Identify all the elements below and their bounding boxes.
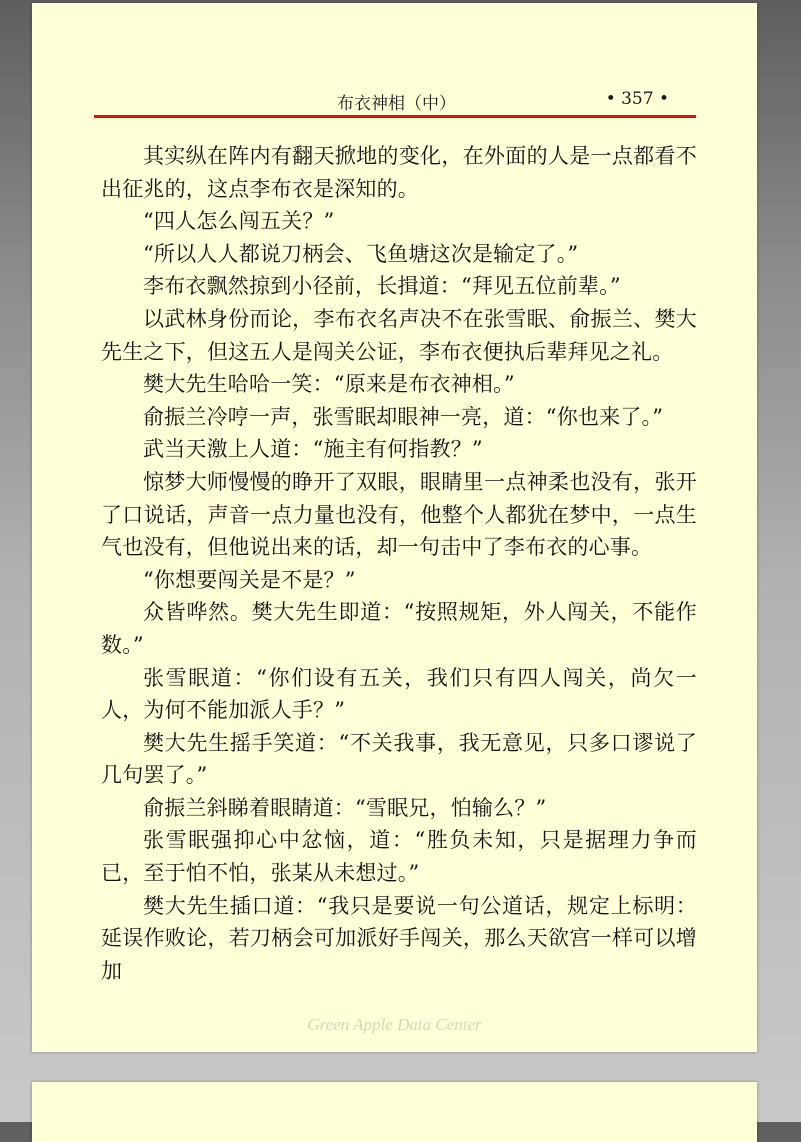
book-page <box>32 3 757 1052</box>
paragraph: “四人怎么闯五关？” <box>143 209 335 234</box>
watermark: Green Apple Data Center <box>307 1015 482 1034</box>
paragraph: 俞振兰斜睇着眼睛道：“雪眠兄，怕输么？” <box>143 795 547 820</box>
paragraph: “所以人人都说刀柄会、飞鱼塘这次是输定了。” <box>143 241 579 266</box>
paragraph: 樊大先生哈哈一笑：“原来是布衣神相。” <box>143 372 515 397</box>
paragraph: 李布衣飘然掠到小径前，长揖道：“拜见五位前辈。” <box>143 274 621 299</box>
page-number: • 357 • <box>605 89 669 109</box>
paragraph: 张雪眠道：“你们设有五关，我们只有四人闯关，尚欠一人，为何不能加派人手？” <box>101 665 697 723</box>
running-header <box>32 89 757 115</box>
paragraph: 以武林身份而论，李布衣名声决不在张雪眠、俞振兰、樊大先生之下，但这五人是闯关公证，李布衣便执后辈拜见之礼。 <box>101 306 697 364</box>
paragraph: 众皆哗然。樊大先生即道：“按照规矩，外人闯关，不能作数。” <box>101 600 697 657</box>
next-page <box>32 1082 757 1142</box>
paragraph: 惊梦大师慢慢的睁开了双眼，眼睛里一点神柔也没有，张开了口说话，声音一点力量也没有，他整个人都犹在梦中，一点生气也没有，但他说出来的话，却一句击中了李布衣的心事。 <box>101 469 697 560</box>
paragraph: 俞振兰冷哼一声，张雪眠却眼神一亮，道：“你也来了。” <box>143 404 664 429</box>
paragraph: 樊大先生插口道：“我只是要说一句公道话，规定上标明：延误作败论，若刀柄会可加派好手闯关，那么天欲宫一样可以增加 <box>101 893 697 983</box>
paragraph: 其实纵在阵内有翻天掀地的变化，在外面的人是一点都看不出征兆的，这点李布衣是深知的。 <box>101 144 697 201</box>
body-text <box>101 140 697 987</box>
paragraph: 张雪眠强抑心中忿恼，道：“胜负未知，只是据理力争而已，至于怕不怕，张某从未想过。” <box>101 828 697 886</box>
book-title: 布衣神相（中） <box>337 94 456 114</box>
header-rule <box>94 115 696 118</box>
paragraph: 武当天激上人道：“施主有何指教？” <box>143 437 483 462</box>
paragraph: 樊大先生摇手笑道：“不关我事，我无意见，只多口谬说了几句罢了。” <box>101 730 697 788</box>
paragraph: “你想要闯关是不是？” <box>143 567 356 592</box>
